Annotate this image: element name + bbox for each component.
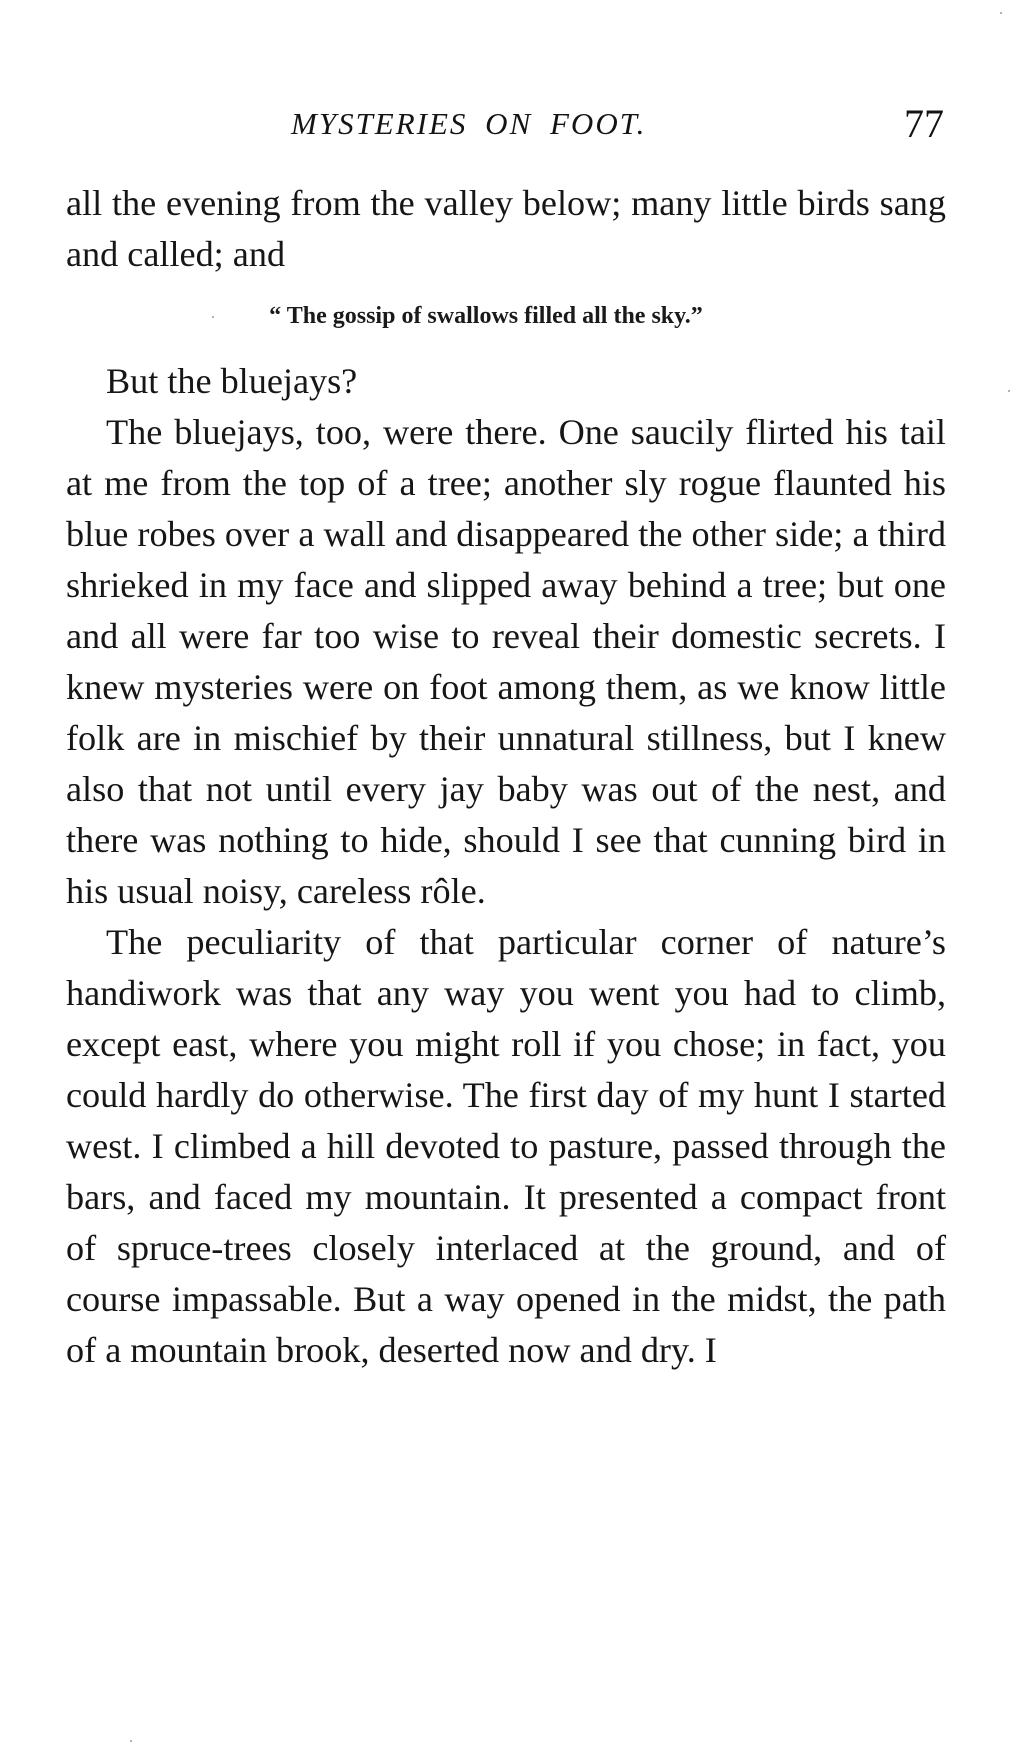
running-title: MYSTERIES ON FOOT. xyxy=(291,106,647,141)
paragraph-bluejays-question: But the bluejays? xyxy=(106,361,358,401)
paper-speck xyxy=(212,316,214,318)
paper-speck xyxy=(1008,390,1010,392)
paragraph-peculiarity: The peculiarity of that particular corner of nature’s handiwork was that any way you went you had to climb, except east, where you might roll if you chose; in fact, you could hardly do otherwise. The first day of my hunt I started west. I climbed a hill devoted to pasture, passed through the bars, and faced my mountain. It presented a compact front of spruce-trees closely interlaced at the ground, and of course impassable. But a way opened in the midst, the path of a mountain brook, deserted now and dry. I xyxy=(66,922,946,1370)
paper-speck xyxy=(130,1740,132,1742)
page-number: 77 xyxy=(904,101,944,146)
paper-speck xyxy=(1000,12,1002,14)
opening-paragraph: all the evening from the valley below; many little birds sang and called; and xyxy=(66,183,946,274)
epigraph-quotation: “ The gossip of swallows filled all the sky.” xyxy=(269,303,703,329)
paragraph-bluejays-answer: The bluejays, too, were there. One saucily flirted his tail at me from the top of a tree; another sly rogue flaunted his blue robes over a wall and disappeared the other side; a third shrieked in my face and slipped away behind a tree; but one and all were far too wise to reveal their domestic secrets. I knew mysteries were on foot among them, as we know little folk are in mischief by their unnatural stillness, but I knew also that not until every jay baby was out of the nest, and there was nothing to hide, should I see that cunning bird in his usual noisy, careless rôle. xyxy=(66,412,946,911)
running-header xyxy=(66,101,946,148)
body-text xyxy=(66,178,946,1376)
